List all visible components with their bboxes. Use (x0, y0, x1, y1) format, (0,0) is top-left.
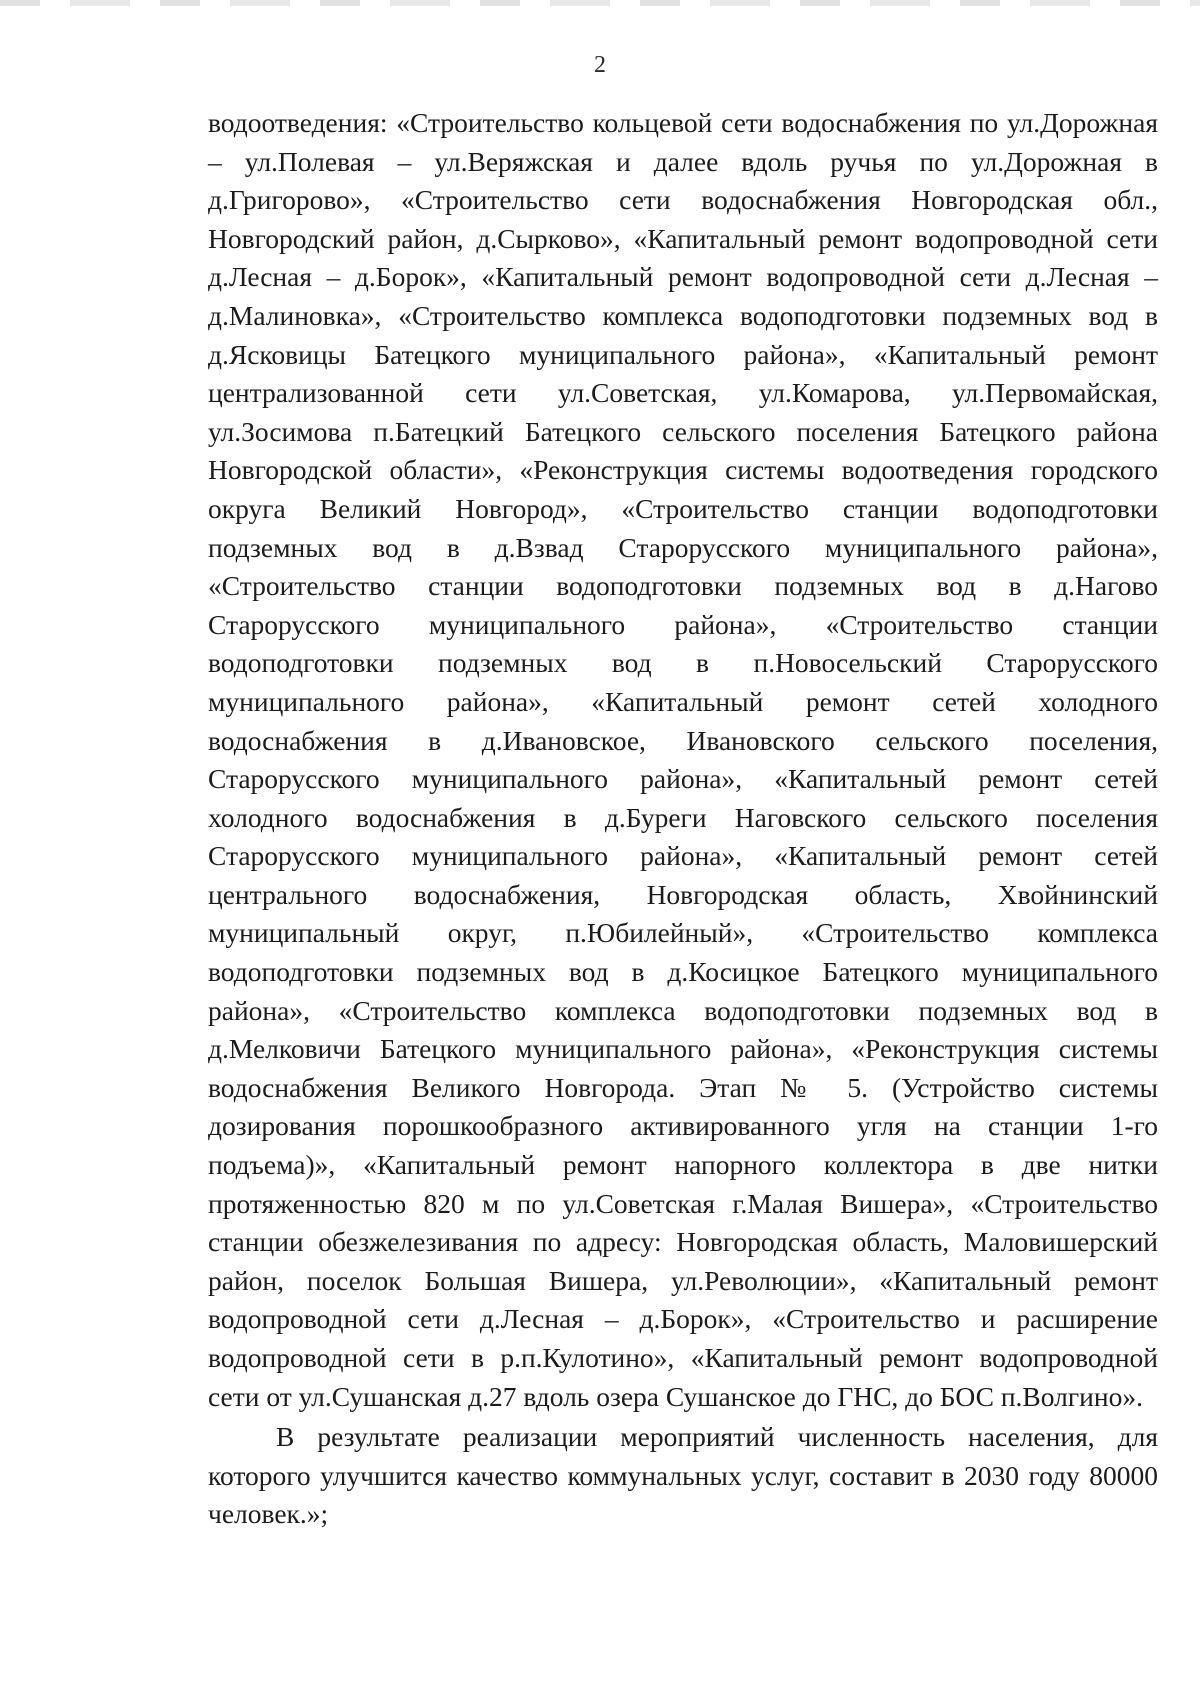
page-number: 2 (594, 52, 606, 78)
paragraph-result-summary: В результате реализации мероприятий численность населения, для которого улучшится качество коммунальных услуг, составит в 2030 году 80000 человек.»; (208, 1421, 1158, 1530)
scan-top-edge (0, 0, 1200, 6)
document-body (208, 104, 1158, 1534)
paragraph-project-list: водоотведения: «Строительство кольцевой сети водоснабжения по ул.Дорожная – ул.Полевая – ул.Веряжская и далее вдоль ручья по ул.Дорожная в д.Григорово», «Строительство сети водоснабжения Новгородская обл., Новгородский район, д.Сырково», «Капитальный ремонт водопроводной сети д.Лесная – д.Борок», «Капитальный ремонт водопроводной сети д.Лесная – д.Малиновка», «Строительство комплекса водоподготовки подземных вод в д.Ясковицы Батецкого муниципального района», «Капитальный ремонт централизованной сети ул.Советская, ул.Комарова, ул.Первомайская, ул.Зосимова п.Батецкий Батецкого сельского поселения Батецкого района Новгородской области», «Реконструкция системы водоотведения городского округа Великий Новгород», «Строительство станции водоподготовки подземных вод в д.Взвад Старорусского муниципального района», «Строительство станции водоподготовки подземных вод в д.Нагово Старорусского муниципального района», «Строительство станции водоподготовки подземных вод в п.Новосельский Старорусского муниципального района», «Капитальный ремонт сетей холодного водоснабжения в д.Ивановское, Ивановского сельского поселения, Старорусского муниципального района», «Капитальный ремонт сетей холодного водоснабжения в д.Буреги Наговского сельского поселения Старорусского муниципального района», «Капитальный ремонт сетей центрального водоснабжения, Новгородская область, Хвойнинский муниципальный округ, п.Юбилейный», «Строительство комплекса водоподготовки подземных вод в д.Косицкое Батецкого муниципального района», «Строительство комплекса водоподготовки подземных вод в д.Мелковичи Батецкого муниципального района», «Реконструкция системы водоснабжения Великого Новгорода. Этап № 5. (Устройство системы дозирования порошкообразного активированного угля на станции 1-го подъема)», «Капитальный ремонт напорного коллектора в две нитки протяженностью 820 м по ул.Советская г.Малая Вишера», «Строительство станции обезжелезивания по адресу: Новгородская область, Маловишерский район, поселок Большая Вишера, ул.Революции», «Капитальный ремонт водопроводной сети д.Лесная – д.Борок», «Строительство и расширение водопроводной сети в р.п.Кулотино», «Капитальный ремонт водопроводной сети от ул.Сушанская д.27 вдоль озера Сушанское до ГНС, до БОС п.Волгино». (208, 107, 1158, 1412)
